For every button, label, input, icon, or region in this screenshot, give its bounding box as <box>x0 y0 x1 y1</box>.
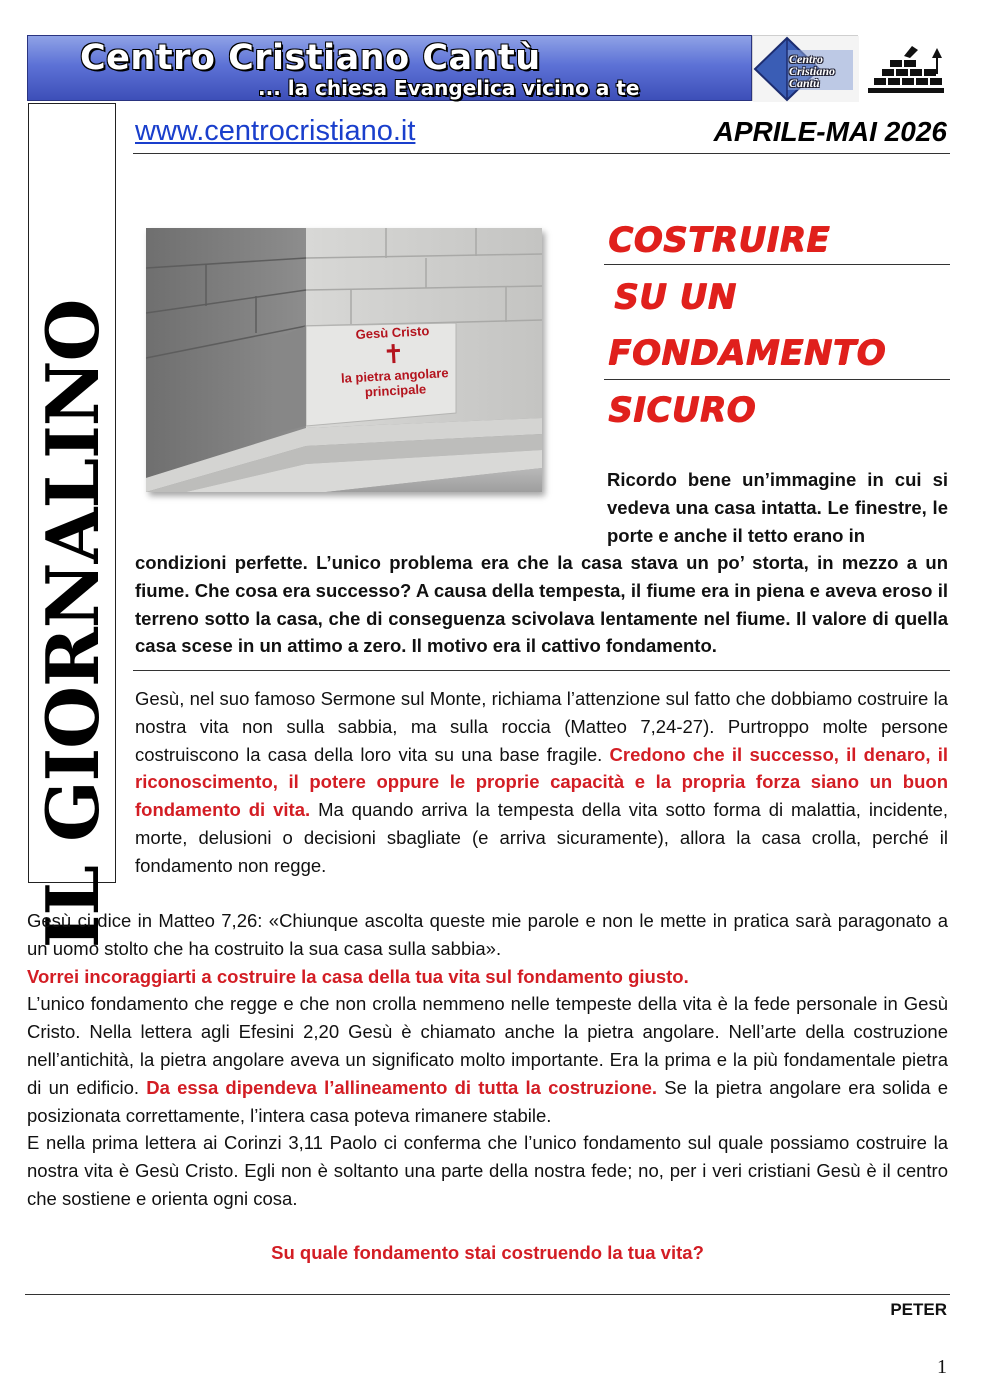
header-banner <box>27 35 752 101</box>
divider <box>25 1294 950 1295</box>
divider <box>604 264 950 265</box>
highlight-text: Credono che il successo, il denaro, il riconoscimento, il potere oppure le proprie capacità e la propria forza siano un buon fondamento di vita. <box>135 743 949 821</box>
headline-line-3: FONDAMENTO <box>608 333 886 373</box>
closing-question: Su quale fondamento stai costruendo la tua vita? <box>271 1242 704 1263</box>
intro-paragraph-part2: condizioni perfette. L’unico problema era che la casa stava un po’ storta, in mezzo a un fiume. Che cosa era successo? A causa della tempesta, il fiume era in piena e aveva eroso il terreno sotto la casa, che di conseguenza scivolava lentamente nel fiume. Il valore di quella casa scese in un attimo a zero. Il motivo era il cattivo fondamento. <box>135 552 948 657</box>
photo-caption: Gesù Cristo ✝ la pietra angolare principale <box>332 322 456 401</box>
highlight-text: Vorrei incoraggiarti a costruire la casa della tua vita sul fondamento giusto. <box>27 965 689 987</box>
brick-wall-icon <box>866 44 946 98</box>
intro-paragraph-part1: Ricordo bene un’immagine in cui si vedeva una casa intatta. Le finestre, le porte e anche il tetto erano in <box>607 469 948 546</box>
paragraph-sermon: Gesù, nel suo famoso Sermone sul Monte, richiama l’attenzione sul fatto che dobbiamo costruire la nostra vita non sulla sabbia, ma sulla roccia (Matteo 7,24-27). Purtroppo molte persone costruiscono la casa della loro vita su una base fragile. Credono che il successo, il denaro, il riconoscimento, il potere oppure le proprie capacità e la propria forza siano un buon fondamento di vita. Ma quando arriva la tempesta della vita sotto forma di malattia, incidente, morte, delusioni o decisioni sbagliate (e arriva sicuramente), allora la casa crolla, perché il fondamento non regge. <box>135 688 949 876</box>
headline-line-4: SICURO <box>608 390 756 430</box>
headline-line-2: SU UN <box>614 277 737 317</box>
banner-title: Centro Cristiano Cantù <box>80 38 541 78</box>
vertical-title: IL GIORNALINO <box>30 299 115 949</box>
highlight-text: Da essa dipendeva l’allineamento di tutta la costruzione. <box>146 1076 658 1098</box>
divider <box>133 153 950 154</box>
headline-line-1: COSTRUIRE <box>608 220 830 260</box>
divider <box>133 670 950 671</box>
divider <box>604 379 950 380</box>
cornerstone-photo <box>146 228 542 492</box>
page-number: 1 <box>937 1356 947 1378</box>
banner-subtitle: ... la chiesa Evangelica vicino a te <box>258 76 640 100</box>
vertical-title-box <box>28 103 116 949</box>
website-link[interactable]: www.centrocristiano.it <box>135 115 416 147</box>
paragraph-foundation: Gesù ci dice in Matteo 7,26: «Chiunque ascolta queste mie parole e non le mette in pratica sarà paragonato a un uomo stolto che ha costruito la sua casa sulla sabbia». Vorrei incoraggiarti a costruire la casa della tua vita sul fondamento giusto. L’unico fondamento che regge e che non crolla nemmeno nelle tempeste della vita è la fede personale in Gesù Cristo. Nella lettera agli Efesini 2,20 Gesù è chiamato anche la pietra angolare. Nell’arte della costruzione nell’antichità, la pietra angolare aveva un significato molto importante. Era la prima e la più fondamentale pietra di un edificio. Da essa dipendeva l’allineamento di tutta la costruzione. Se la pietra angolare era solida e posizionata correttamente, l’intera casa poteva rimanere stabile. E nella prima lettera ai Corinzi 3,11 Paolo ci conferma che l’unico fondamento sul quale possiamo costruire la nostra vita è Gesù Cristo. Egli non è soltanto una parte della nostra fede; no, per i veri cristiani Gesù è il centro che sostiene e orienta ogni cosa. <box>27 910 949 1209</box>
cross-icon: ✝ <box>381 338 406 370</box>
author: PETER <box>890 1300 947 1319</box>
logo-text: Centro Cristiano Cantù <box>789 52 836 90</box>
church-logo <box>752 35 858 101</box>
edition-date: APRILE-MAI 2026 <box>713 116 947 147</box>
